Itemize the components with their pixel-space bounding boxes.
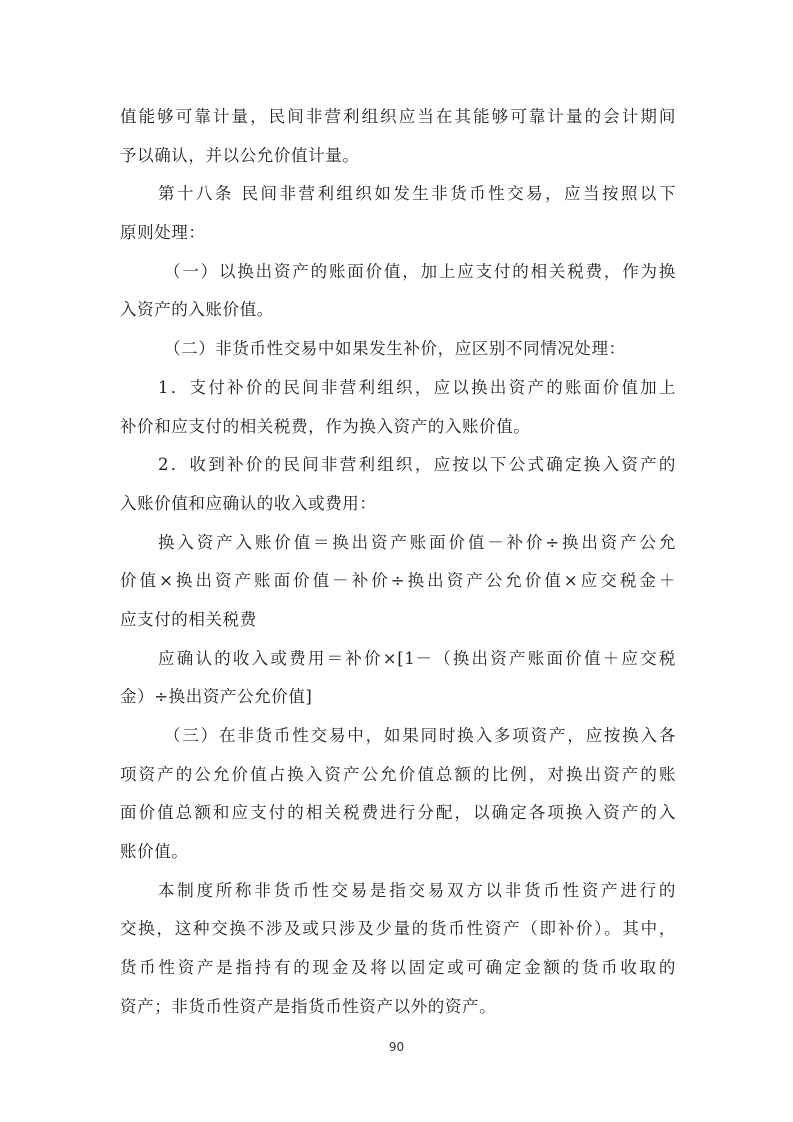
paragraph-item-3 bbox=[120, 717, 676, 872]
paragraph-item-1 bbox=[120, 253, 676, 330]
paragraph-article-18 bbox=[120, 175, 676, 252]
text-line: （一）以换出资产的账面价值，加上应支付的相关税费，作为换 bbox=[164, 261, 676, 281]
paragraph-formula-income bbox=[120, 640, 676, 717]
text-line: 予以确认，并以公允价值计量。 bbox=[120, 145, 360, 165]
text-line: 入账价值和应确认的收入或费用： bbox=[120, 493, 377, 513]
text-line: 应确认的收入或费用＝补价×[1－（换出资产账面价值＋应交税 bbox=[158, 648, 676, 668]
text-line: 第十八条 民间非营利组织如发生非货币性交易，应当按照以下 bbox=[158, 184, 676, 204]
text-line: 1．支付补价的民间非营利组织，应以换出资产的账面价值加上 bbox=[158, 377, 676, 397]
paragraph-definition bbox=[120, 872, 676, 1027]
paragraph-subitem-2 bbox=[120, 446, 676, 523]
text-line: 资产；非货币性资产是指货币性资产以外的资产。 bbox=[120, 996, 497, 1016]
text-line: 货币性资产是指持有的现金及将以固定或可确定金额的货币收取的 bbox=[120, 958, 676, 978]
text-line: 2．收到补价的民间非营利组织，应按以下公式确定换入资产的 bbox=[158, 455, 676, 475]
text-line: 值能够可靠计量，民间非营利组织应当在其能够可靠计量的会计期间 bbox=[120, 107, 676, 126]
text-line: 原则处理： bbox=[120, 223, 206, 243]
text-line: （二）非货币性交易中如果发生补价，应区别不同情况处理： bbox=[164, 339, 626, 359]
text-line: （三）在非货币性交易中，如果同时换入多项资产，应按换入各 bbox=[164, 726, 676, 745]
text-line: 应支付的相关税费 bbox=[120, 609, 257, 629]
text-line: 面价值总额和应支付的相关税费进行分配，以确定各项换入资产的入 bbox=[120, 803, 676, 823]
text-line: 价值×换出资产账面价值－补价÷换出资产公允价值×应交税金＋ bbox=[120, 571, 676, 591]
text-line: 本制度所称非货币性交易是指交易双方以非货币性资产进行的 bbox=[158, 880, 676, 900]
body-text bbox=[120, 98, 676, 1027]
paragraph-item-2 bbox=[120, 330, 676, 369]
text-line: 金）÷换出资产公允价值] bbox=[120, 687, 313, 707]
page-number: 90 bbox=[388, 1040, 405, 1054]
paragraph-continuation bbox=[120, 98, 676, 175]
text-line: 项资产的公允价值占换入资产公允价值总额的比例，对换出资产的账 bbox=[120, 764, 676, 784]
text-line: 账价值。 bbox=[120, 842, 189, 862]
text-line: 交换，这种交换不涉及或只涉及少量的货币性资产（即补价）。其中， bbox=[120, 919, 676, 939]
text-line: 换入资产入账价值＝换出资产账面价值－补价÷换出资产公允 bbox=[158, 532, 676, 552]
paragraph-subitem-1 bbox=[120, 369, 676, 446]
text-line: 入资产的入账价值。 bbox=[120, 300, 274, 320]
paragraph-formula-value bbox=[120, 524, 676, 640]
text-line: 补价和应支付的相关税费，作为换入资产的入账价值。 bbox=[120, 416, 531, 436]
